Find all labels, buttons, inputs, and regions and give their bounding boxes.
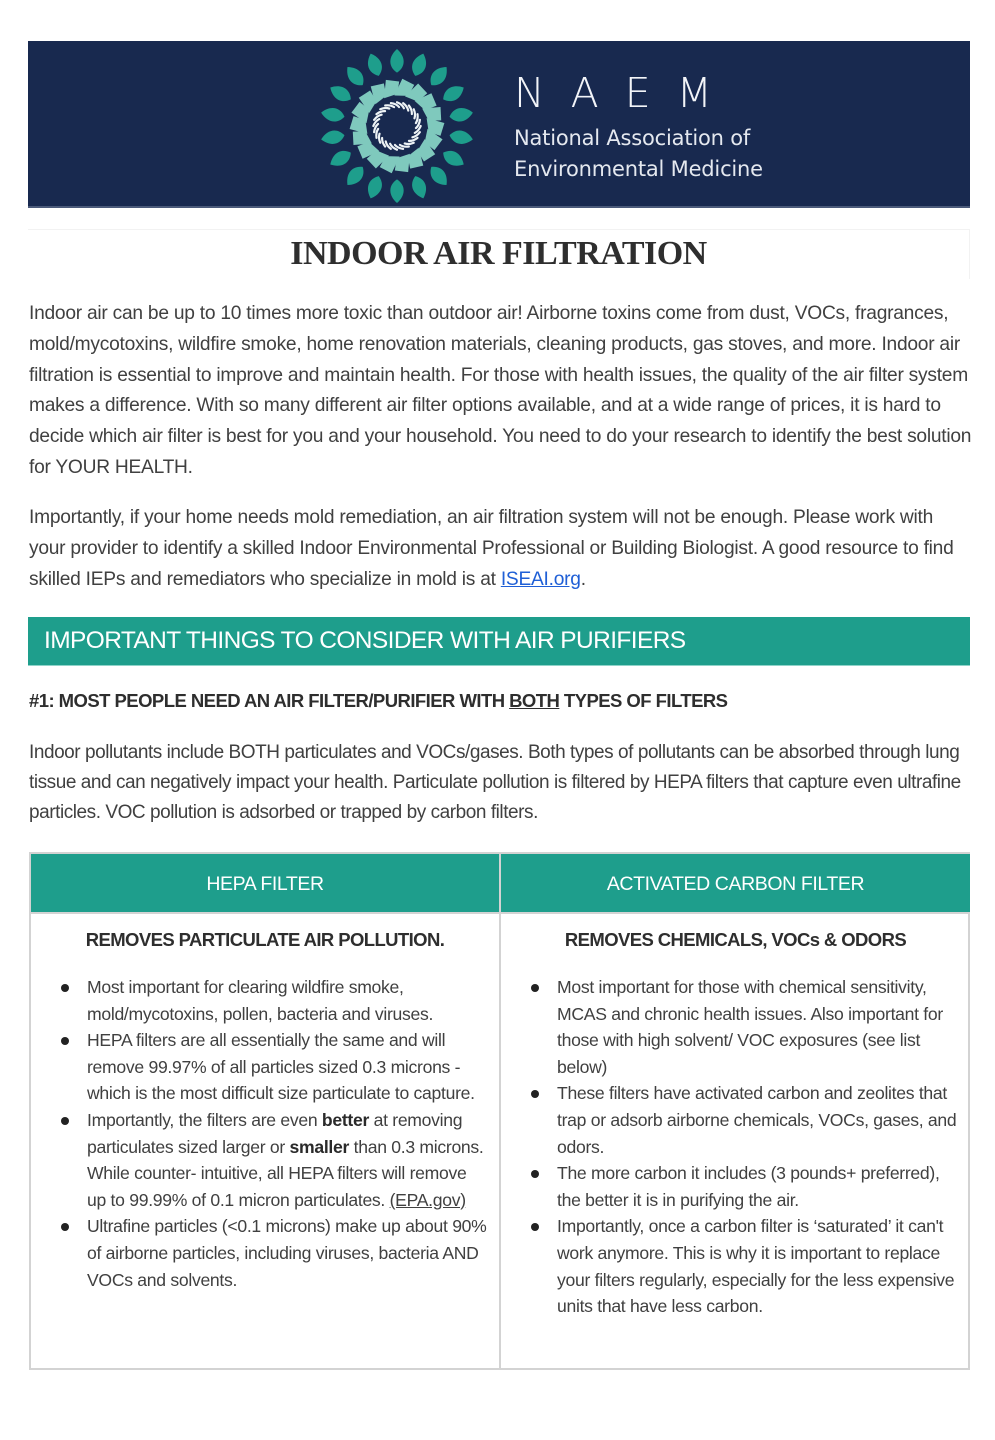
list-item: HEPA filters are all essentially the same and will remove 99.97% of all particles sized 0.3 microns - which is the most difficult size particulate to capture.: [87, 1027, 489, 1107]
logo-leaf: [448, 106, 474, 123]
logo-leaf: [409, 51, 430, 78]
logo-name-line2: Environmental Medicine: [514, 157, 763, 181]
hepa-column: [31, 854, 501, 1368]
subheading-post: TYPES OF FILTERS: [559, 690, 728, 711]
section-body: Indoor pollutants include BOTH particulates and VOCs/gases. Both types of pollutants can be absorbed through lung tissue and can negatively impact your health. Particulate pollution is filtered by HEPA filters that capture even ultrafine particles. VOC pollution is adsorbed or trapped by carbon filters.: [29, 742, 961, 823]
subheading-pre: #1: MOST PEOPLE NEED AN AIR FILTER/PURIFIER WITH: [29, 690, 510, 711]
carbon-header: ACTIVATED CARBON FILTER: [501, 854, 970, 914]
epa-link[interactable]: (EPA.gov): [389, 1189, 466, 1210]
list-item: Most important for those with chemical sensitivity, MCAS and chronic health issues. Also important for those with high solvent/ VOC exposures (see list below): [557, 974, 960, 1080]
carbon-subheading: REMOVES CHEMICALS, VOCs & ODORS: [564, 929, 907, 950]
intro-paragraph-1: Indoor air can be up to 10 times more toxic than outdoor air! Airborne toxins come from dust, VOCs, fragrances, mold/mycotoxins, wildfire smoke, home renovation materials, cleaning products, gas stoves, and more. Indoor air filtration is essential to improve and maintain health. For those with health issues, the quality of the air filter system makes a difference. With so many different air filter options available, and at a wide range of prices, it is hard to decide which air filter is best for you and your household. You need to do your research to identify the best solution for YOUR HEALTH.: [29, 303, 972, 478]
logo-leaf: [327, 147, 354, 170]
section-banner: [28, 617, 970, 666]
logo-leaf: [320, 106, 346, 123]
list-item: [87, 1107, 489, 1213]
header-banner: [28, 41, 970, 208]
filter-comparison-table: [29, 852, 970, 1370]
logo-leaf: [342, 63, 367, 90]
section-banner-title: IMPORTANT THINGS TO CONSIDER WITH AIR PURIFIERS: [44, 627, 686, 654]
bullet-text: at removing particulates sized larger or: [87, 1109, 463, 1157]
logo-leaf: [390, 179, 403, 203]
list-item: The more carbon it includes (3 pounds+ preferred), the better it is in purifying the air.: [557, 1160, 960, 1213]
intro-paragraph-2-text: Importantly, if your home needs mold remediation, an air filtration system will not be enough. Please work with your provider to identify a skilled Indoor Environmental Professional or Building Biologist. A good resource to find skilled IEPs and remediators who specialize in mold is at: [29, 507, 954, 590]
hepa-header: HEPA FILTER: [31, 854, 499, 914]
list-item: Ultrafine particles (<0.1 microns) make up about 90% of airborne particles, including viruses, bacteria AND VOCs and solvents.: [87, 1213, 489, 1293]
bold-smaller: smaller: [289, 1136, 350, 1157]
logo-leaf: [342, 163, 367, 190]
title-box: [28, 229, 970, 279]
carbon-bullet-list: [501, 974, 970, 1320]
bold-better: better: [321, 1109, 370, 1130]
logo-leaf: [426, 63, 451, 90]
intro-paragraph-2: [29, 503, 974, 595]
subheading-emphasis: BOTH: [509, 690, 560, 711]
hepa-bullet-list: [31, 974, 499, 1293]
logo-leaf: [440, 82, 467, 105]
logo-leaf: [448, 129, 474, 146]
hepa-subheading: REMOVES PARTICULATE AIR POLLUTION.: [85, 929, 445, 950]
sun-leaf-wreath-icon: [318, 47, 476, 205]
logo-leaf: [426, 163, 451, 190]
logo-leaf: [327, 82, 354, 105]
bullet-text: than 0.3 microns. While counter- intuitive, all HEPA filters will remove up to 99.99% of 0.1 micron particulates.: [87, 1136, 484, 1210]
logo-acronym: NAEM: [514, 69, 738, 117]
list-item: Most important for clearing wildfire smoke, mold/mycotoxins, pollen, bacteria and viruses.: [87, 974, 489, 1027]
page-title: INDOOR AIR FILTRATION: [290, 235, 707, 272]
iseai-link[interactable]: ISEAI.org: [500, 568, 581, 590]
intro-paragraph-2-end: .: [580, 568, 586, 590]
logo-name-line1: National Association of: [514, 126, 751, 150]
carbon-column: [501, 854, 970, 1368]
list-item: Importantly, once a carbon filter is ‘saturated’ it can't work anymore. This is why it is important to replace your filters regularly, especially for the less expensive units that have less carbon.: [557, 1213, 960, 1319]
logo-leaf: [364, 51, 385, 78]
logo-leaf: [364, 174, 385, 201]
logo-leaf: [440, 147, 467, 170]
logo-leaf: [390, 49, 403, 73]
logo-wordmark: [514, 71, 763, 185]
logo-leaf: [320, 129, 346, 146]
list-item: These filters have activated carbon and zeolites that trap or adsorb airborne chemicals, VOCs, gases, and odors.: [557, 1080, 960, 1160]
logo-leaf: [409, 174, 430, 201]
section-subheading: [29, 690, 727, 712]
bullet-text: Importantly, the filters are even: [87, 1109, 322, 1130]
